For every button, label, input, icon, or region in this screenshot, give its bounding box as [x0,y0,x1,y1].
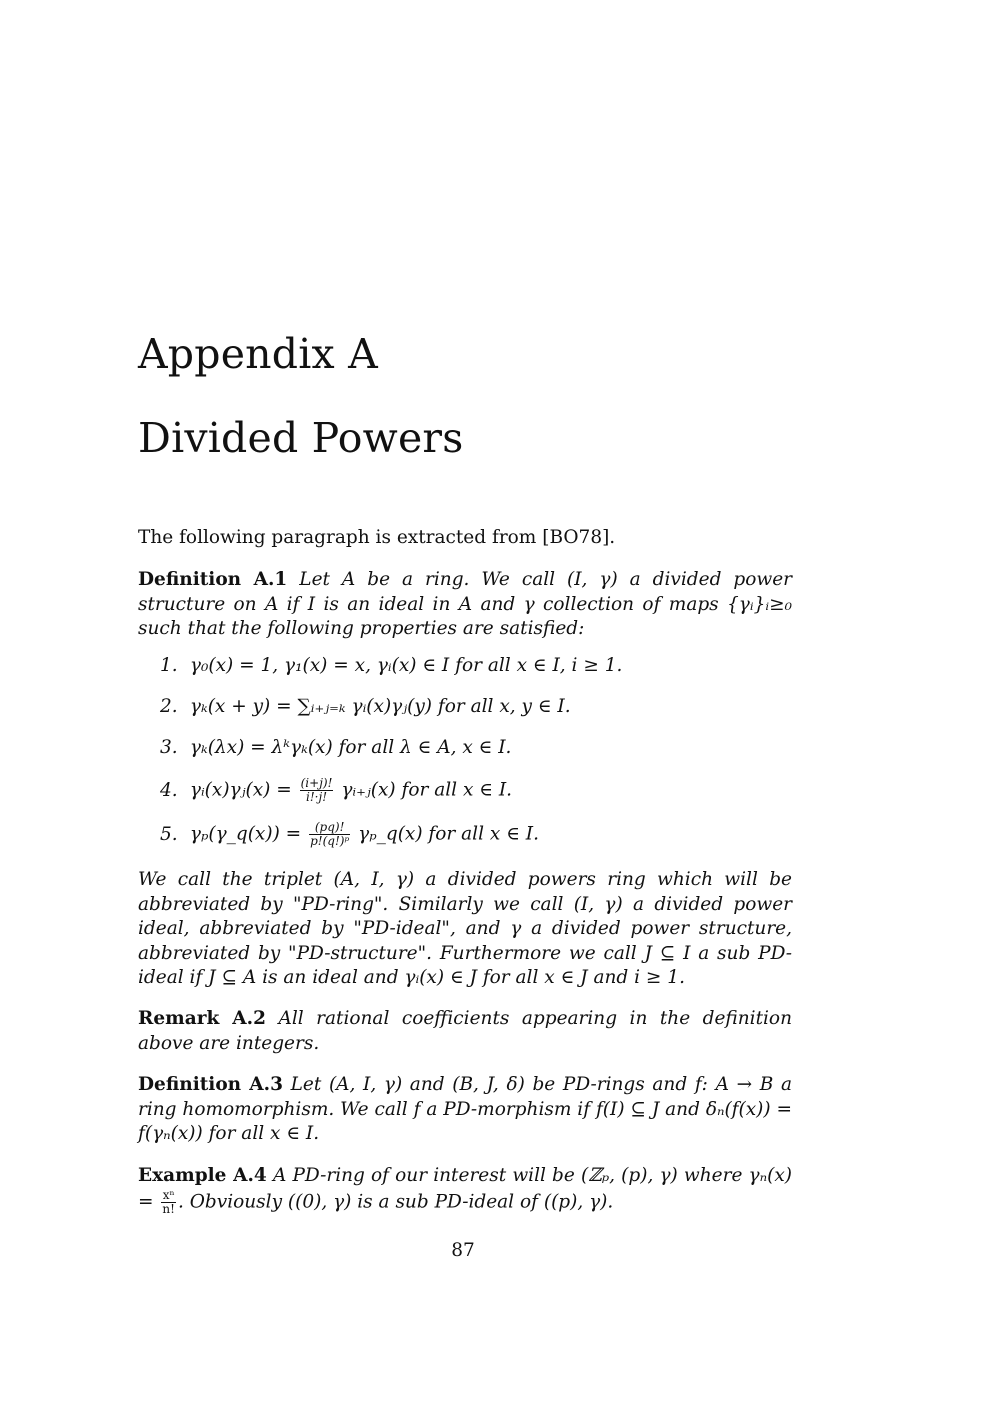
definition-a1-text: Let A be a ring. We call (I, γ) a divided power structure on A if I is an ideal in A and γ collection of maps {γᵢ}ᵢ≥₀ such that the following properties are satisfied: [138,569,792,639]
chapter-label: Appendix A [138,330,378,378]
fraction-numerator: xⁿ [162,1187,175,1202]
fraction-numerator: (i+j)! [300,776,333,790]
property-text: γₖ(x + y) = ∑ᵢ₊ⱼ₌ₖ γᵢ(x)γⱼ(y) for all x, y ∈ I. [189,696,571,717]
example-a4-text-pre: A PD-ring of our interest will be (ℤₚ, (p), γ) where γₙ(x) = [138,1165,792,1212]
definition-a1-heading: Definition A.1 [138,569,288,590]
fraction-denominator: p!(q!)ᵖ [310,834,350,848]
property-item [160,654,760,678]
fraction-denominator: i!·j! [306,790,328,804]
fraction-numerator: (pq)! [309,821,350,835]
property-formula-lhs: γₚ(γ_q(x)) = [189,823,302,845]
property-number: 1. [160,655,178,676]
property-text: γₖ(λx) = λᵏγₖ(x) for all λ ∈ A, x ∈ I. [189,737,512,758]
remark-a2-heading: Remark A.2 [138,1008,266,1029]
triplet-paragraph: We call the triplet (A, I, γ) a divided powers ring which will be abbreviated by "PD-ring". Similarly we call (I, γ) a divided power ideal, abbreviated by "PD-ideal", and γ a divided power structure, abbreviated by "PD-structure". Furthermore we call J ⊆ I a sub PD-ideal if J ⊆ A is an ideal and γᵢ(x) ∈ J for all x ∈ J and i ≥ 1. [138,869,792,988]
definition-a1 [138,568,792,642]
property-number: 3. [160,737,178,758]
example-a4 [138,1164,792,1216]
fraction-denominator: n! [162,1201,175,1216]
fraction [309,821,350,848]
page-number: 87 [451,1240,475,1261]
property-number: 2. [160,696,178,717]
property-item [160,821,760,848]
remark-a2-text: All rational coefficients appearing in the definition above are integers. [138,1008,792,1054]
definition-a3-text: Let (A, I, γ) and (B, J, δ) be PD-rings and f: A → B a ring homomorphism. We call f a PD-morphism if f(I) ⊆ J and δₙ(f(x)) = f(γₙ(x)) for all x ∈ I. [138,1074,792,1144]
example-a4-heading: Example A.4 [138,1165,267,1186]
property-formula-rhs: γᵢ₊ⱼ(x) for all x ∈ I. [341,779,513,801]
fraction [161,1189,176,1216]
properties-list [160,654,760,865]
example-a4-text-post: . Obviously ((0), γ) is a sub PD-ideal of ((p), γ). [177,1191,614,1212]
fraction [300,777,334,804]
intro-paragraph: The following paragraph is extracted from [BO78]. [138,527,616,548]
remark-a2 [138,1007,792,1056]
chapter-title: Divided Powers [138,414,464,462]
definition-a3-heading: Definition A.3 [138,1074,283,1095]
property-item [160,777,760,804]
property-text: γ₀(x) = 1, γ₁(x) = x, γᵢ(x) ∈ I for all x ∈ I, i ≥ 1. [189,655,623,676]
property-number: 4. [160,779,178,801]
definition-a3 [138,1073,792,1147]
property-item [160,736,760,760]
property-formula-lhs: γᵢ(x)γⱼ(x) = [189,779,292,801]
property-formula-rhs: γₚ_q(x) for all x ∈ I. [358,823,539,845]
property-item [160,695,760,719]
property-number: 5. [160,823,178,845]
